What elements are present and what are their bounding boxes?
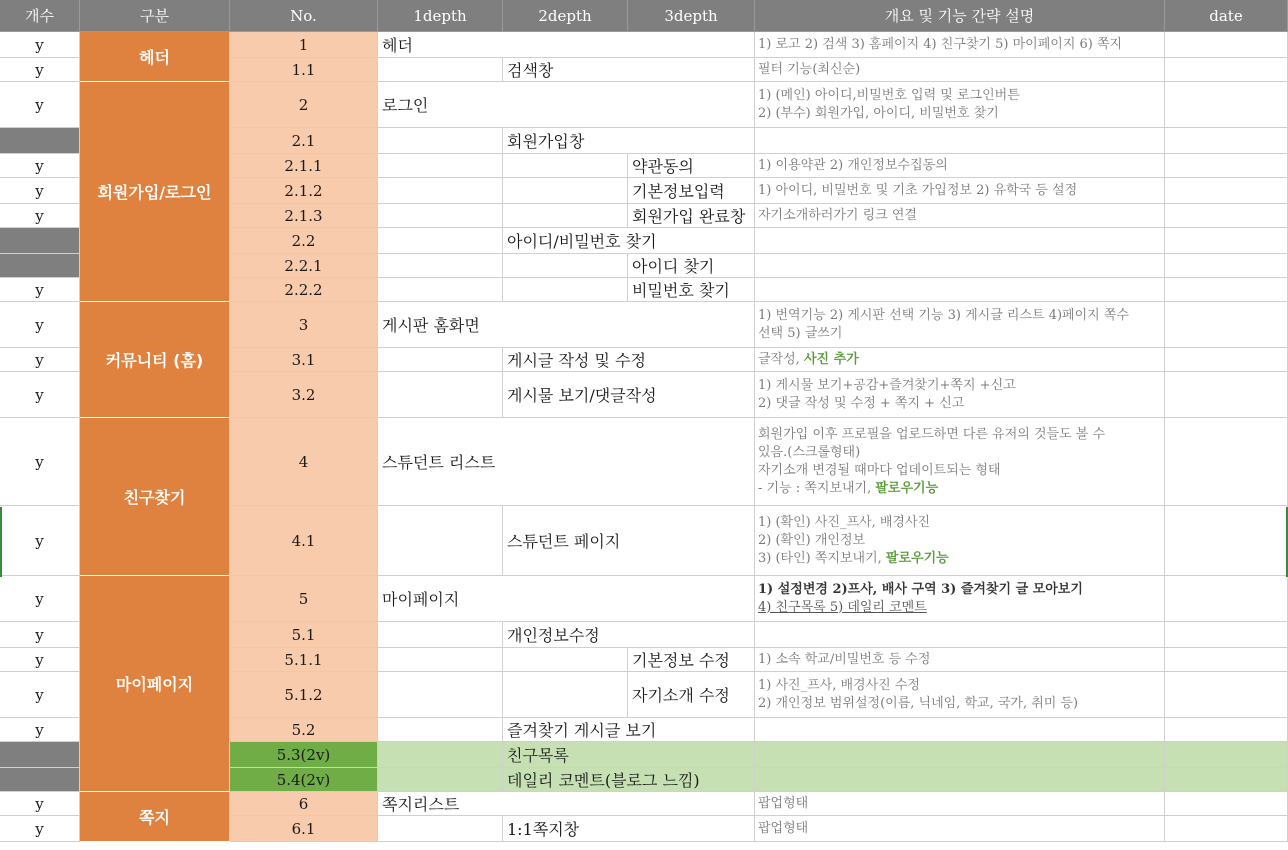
number-cell[interactable]: 2.2 [230, 228, 378, 254]
description-cell[interactable] [755, 648, 1165, 672]
date-cell[interactable] [1165, 82, 1288, 128]
description-cell[interactable] [755, 506, 1165, 576]
depth1-cell[interactable] [378, 278, 503, 302]
count-cell[interactable] [0, 742, 80, 768]
item-name: 비밀번호 찾기 [632, 281, 730, 300]
number-cell[interactable]: 3 [230, 302, 378, 348]
description-cell[interactable] [755, 672, 1165, 718]
date-cell[interactable] [1165, 506, 1288, 576]
depth3-cell[interactable] [628, 154, 755, 178]
description-text [758, 426, 1105, 498]
count-cell[interactable]: y [0, 32, 80, 58]
count-cell[interactable]: y [0, 154, 80, 178]
item-name: 개인정보수정 [507, 626, 600, 645]
category-cell[interactable]: 커뮤니티 (홈) [80, 302, 230, 418]
date-cell[interactable] [1165, 32, 1288, 58]
number-cell[interactable]: 5.3(2v) [230, 742, 378, 768]
depth1-cell[interactable] [378, 418, 755, 506]
description-text [758, 182, 1077, 200]
depth2-cell[interactable] [503, 128, 755, 154]
depth3-cell[interactable] [628, 254, 755, 278]
column-header[interactable]: 구분 [80, 0, 230, 32]
item-name: 즐겨찾기 게시글 보기 [507, 721, 657, 740]
column-header[interactable]: date [1165, 0, 1288, 32]
depth2-cell[interactable] [503, 816, 755, 842]
description-text [758, 61, 860, 79]
item-name: 게시글 작성 및 수정 [507, 351, 646, 370]
count-cell[interactable]: y [0, 82, 80, 128]
description-cell[interactable] [755, 348, 1165, 372]
number-cell[interactable]: 3.1 [230, 348, 378, 372]
description-plain: 회원가입 이후 프로필을 업로드하면 다른 유저의 것들도 볼 수 있음.(스크롤형태) 자기소개 변경될 때마다 업데이트되는 형태 - 기능 : 쪽지보내기, [758, 426, 1106, 496]
description-highlight: 사진 추가 [803, 351, 859, 367]
depth3-cell[interactable] [628, 648, 755, 672]
date-cell[interactable] [1165, 648, 1288, 672]
depth1-cell[interactable] [378, 576, 755, 622]
column-header[interactable]: 개수 [0, 0, 80, 32]
depth1-cell[interactable] [378, 302, 755, 348]
description-text [758, 581, 1083, 617]
item-name: 아이디 찾기 [632, 257, 715, 276]
description-cell[interactable] [755, 204, 1165, 228]
number-cell[interactable]: 6.1 [230, 816, 378, 842]
number-cell[interactable]: 2.1.2 [230, 178, 378, 204]
count-cell[interactable] [0, 228, 80, 254]
date-cell[interactable] [1165, 128, 1288, 154]
number-cell[interactable]: 1 [230, 32, 378, 58]
depth1-cell[interactable] [378, 348, 503, 372]
item-name: 데일리 코멘트(블로그 느낌) [507, 771, 700, 790]
depth1-cell[interactable] [378, 816, 503, 842]
category-cell[interactable]: 헤더 [80, 32, 230, 82]
date-cell[interactable] [1165, 418, 1288, 506]
description-plain: 1) (확인) 사진_프사, 배경사진 2) (확인) 개인정보 3) (타인) 쪽지보내기, [758, 514, 931, 566]
depth2-cell[interactable] [503, 768, 755, 792]
item-name: 로그인 [382, 96, 429, 115]
depth2-cell[interactable] [503, 178, 628, 204]
item-name: 게시물 보기/댓글작성 [507, 386, 657, 405]
date-cell[interactable] [1165, 254, 1288, 278]
description-plain: 팝업형태 [758, 795, 809, 811]
item-name: 자기소개 수정 [632, 686, 730, 705]
description-text [758, 820, 808, 838]
description-highlight: 팔로우기능 [885, 550, 949, 566]
description-plain: 1) 이용약관 2) 개인정보수집동의 [758, 157, 948, 173]
depth2-cell[interactable] [503, 718, 755, 742]
category-cell[interactable]: 마이페이지 [80, 576, 230, 792]
depth1-cell[interactable] [378, 32, 755, 58]
count-cell[interactable]: y [0, 816, 80, 842]
depth3-cell[interactable] [628, 178, 755, 204]
number-cell[interactable]: 2.1 [230, 128, 378, 154]
description-plain: 필터 기능(최신순) [758, 61, 861, 77]
description-cell[interactable] [755, 228, 1165, 254]
item-name: 스튜던트 페이지 [507, 532, 621, 551]
number-cell[interactable]: 1.1 [230, 58, 378, 82]
depth2-cell[interactable] [503, 204, 628, 228]
count-cell[interactable]: y [0, 718, 80, 742]
item-name: 아이디/비밀번호 찾기 [507, 232, 657, 251]
number-cell[interactable]: 5.4(2v) [230, 768, 378, 792]
item-name: 스튜던트 리스트 [382, 453, 496, 472]
count-cell[interactable]: y [0, 348, 80, 372]
description-cell[interactable] [755, 718, 1165, 742]
count-cell[interactable]: y [0, 302, 80, 348]
description-cell[interactable] [755, 418, 1165, 506]
description-plain: 1) (메인) 아이디,비밀번호 입력 및 로그인버튼 2) (부수) 회원가입, 아이디, 비밀번호 찾기 [758, 87, 1020, 121]
number-cell[interactable]: 2 [230, 82, 378, 128]
depth2-cell[interactable] [503, 348, 755, 372]
description-cell[interactable] [755, 58, 1165, 82]
description-bold: 1) 설정변경 2)프사, 배사 구역 3) 즐겨찾기 글 모아보기 [758, 581, 1083, 597]
count-cell[interactable] [0, 768, 80, 792]
depth2-cell[interactable] [503, 154, 628, 178]
number-cell[interactable]: 2.2.1 [230, 254, 378, 278]
count-cell[interactable]: y [0, 672, 80, 718]
description-cell[interactable] [755, 154, 1165, 178]
description-cell[interactable] [755, 178, 1165, 204]
category-cell[interactable]: 친구찾기 [80, 418, 230, 576]
description-plain: 자기소개하러가기 링크 연결 [758, 207, 917, 223]
depth1-cell[interactable] [378, 718, 503, 742]
column-header[interactable]: 1depth [378, 0, 503, 32]
number-cell[interactable]: 5.1.2 [230, 672, 378, 718]
date-cell[interactable] [1165, 228, 1288, 254]
depth1-cell[interactable] [378, 506, 503, 576]
item-name: 헤더 [382, 36, 413, 55]
description-cell[interactable] [755, 32, 1165, 58]
item-name: 1:1쪽지창 [507, 820, 580, 839]
depth1-cell[interactable] [378, 204, 503, 228]
column-header[interactable]: 3depth [628, 0, 755, 32]
column-header[interactable]: 개요 및 기능 간략 설명 [755, 0, 1165, 32]
number-cell[interactable]: 5.1 [230, 622, 378, 648]
item-name: 기본정보 수정 [632, 651, 730, 670]
description-highlight: 팔로우기능 [875, 480, 939, 496]
count-cell[interactable]: y [0, 204, 80, 228]
depth2-cell[interactable] [503, 254, 628, 278]
depth2-cell[interactable] [503, 742, 755, 768]
count-cell[interactable] [0, 254, 80, 278]
date-cell[interactable] [1165, 372, 1288, 418]
description-plain: 1) 번역기능 2) 게시판 선택 기능 3) 게시글 리스트 4)페이지 쪽수 선택 5) 글쓰기 [758, 307, 1129, 341]
description-cell[interactable] [755, 82, 1165, 128]
description-cell[interactable] [755, 792, 1165, 816]
description-cell[interactable] [755, 816, 1165, 842]
column-header[interactable]: 2depth [503, 0, 628, 32]
depth2-cell[interactable] [503, 672, 628, 718]
description-cell[interactable] [755, 254, 1165, 278]
category-cell[interactable]: 회원가입/로그인 [80, 82, 230, 302]
number-cell[interactable]: 4.1 [230, 506, 378, 576]
depth1-cell[interactable] [378, 648, 503, 672]
number-cell[interactable]: 2.2.2 [230, 278, 378, 302]
description-text [758, 677, 1078, 713]
description-text [758, 514, 949, 568]
date-cell[interactable] [1165, 576, 1288, 622]
item-name: 회원가입창 [507, 132, 585, 151]
item-name: 친구목록 [507, 746, 569, 765]
category-cell[interactable]: 쪽지 [80, 792, 230, 842]
number-cell[interactable]: 5.1.1 [230, 648, 378, 672]
depth1-cell[interactable] [378, 672, 503, 718]
depth1-cell[interactable] [378, 154, 503, 178]
count-cell[interactable]: y [0, 58, 80, 82]
item-name: 마이페이지 [382, 590, 460, 609]
description-cell[interactable] [755, 302, 1165, 348]
depth1-cell[interactable] [378, 768, 503, 792]
description-text [758, 795, 808, 813]
count-cell[interactable] [0, 128, 80, 154]
count-cell[interactable]: y [0, 648, 80, 672]
count-cell[interactable]: y [0, 418, 80, 506]
date-cell[interactable] [1165, 792, 1288, 816]
count-cell[interactable]: y [0, 178, 80, 204]
depth1-cell[interactable] [378, 58, 503, 82]
depth1-cell[interactable] [378, 622, 503, 648]
count-cell[interactable]: y [0, 622, 80, 648]
column-header[interactable]: No. [230, 0, 378, 32]
depth3-cell[interactable] [628, 672, 755, 718]
description-text [758, 207, 917, 225]
depth1-cell[interactable] [378, 742, 503, 768]
description-text [758, 157, 948, 175]
date-cell[interactable] [1165, 302, 1288, 348]
depth2-cell[interactable] [503, 58, 755, 82]
item-name: 약관동의 [632, 157, 694, 176]
description-plain: 1) 게시물 보기+공감+즐겨찾기+쪽지 +신고 2) 댓글 작성 및 수정 + 쪽지 + 신고 [758, 377, 1016, 411]
depth2-cell[interactable] [503, 278, 628, 302]
count-cell[interactable]: y [0, 576, 80, 622]
depth1-cell[interactable] [378, 128, 503, 154]
description-text [758, 307, 1129, 343]
date-cell[interactable] [1165, 348, 1288, 372]
item-name: 회원가입 완료창 [632, 207, 746, 226]
date-cell[interactable] [1165, 622, 1288, 648]
number-cell[interactable]: 6 [230, 792, 378, 816]
date-cell[interactable] [1165, 178, 1288, 204]
count-cell[interactable]: y [0, 792, 80, 816]
depth1-cell[interactable] [378, 372, 503, 418]
date-cell[interactable] [1165, 742, 1288, 768]
description-underlined: 4) 친구목록 5) 데일리 코멘트 [758, 599, 927, 615]
number-cell[interactable]: 3.2 [230, 372, 378, 418]
description-plain: 1) 아이디, 비밀번호 및 기초 가입정보 2) 유학국 등 설정 [758, 182, 1078, 198]
description-plain: 1) 로고 2) 검색 3) 홈페이지 4) 친구찾기 5) 마이페이지 6) 쪽지 [758, 36, 1123, 52]
date-cell[interactable] [1165, 816, 1288, 842]
depth1-cell[interactable] [378, 254, 503, 278]
description-cell[interactable] [755, 742, 1165, 768]
count-cell[interactable]: y [0, 278, 80, 302]
number-cell[interactable]: 5 [230, 576, 378, 622]
description-cell[interactable] [755, 278, 1165, 302]
item-name: 게시판 홈화면 [382, 316, 480, 335]
date-cell[interactable] [1165, 718, 1288, 742]
depth1-cell[interactable] [378, 82, 755, 128]
depth3-cell[interactable] [628, 278, 755, 302]
depth2-cell[interactable] [503, 648, 628, 672]
item-name: 검색창 [507, 61, 554, 80]
depth3-cell[interactable] [628, 204, 755, 228]
description-plain: 글작성, [758, 351, 804, 367]
date-cell[interactable] [1165, 768, 1288, 792]
depth1-cell[interactable] [378, 228, 503, 254]
description-cell[interactable] [755, 576, 1165, 622]
date-cell[interactable] [1165, 154, 1288, 178]
date-cell[interactable] [1165, 278, 1288, 302]
date-cell[interactable] [1165, 204, 1288, 228]
item-name: 기본정보입력 [632, 182, 725, 201]
depth1-cell[interactable] [378, 178, 503, 204]
description-text [758, 87, 1020, 123]
number-cell[interactable]: 2.1.1 [230, 154, 378, 178]
depth2-cell[interactable] [503, 228, 755, 254]
date-cell[interactable] [1165, 58, 1288, 82]
description-text [758, 651, 930, 669]
description-plain: 1) 사진_프사, 배경사진 수정 2) 개인정보 범위설정(이름, 닉네임, 학교, 국가, 취미 등) [758, 677, 1079, 711]
description-cell[interactable] [755, 768, 1165, 792]
number-cell[interactable]: 5.2 [230, 718, 378, 742]
description-cell[interactable] [755, 372, 1165, 418]
item-name: 쪽지리스트 [382, 795, 460, 814]
description-plain: 1) 소속 학교/비밀번호 등 수정 [758, 651, 931, 667]
depth1-cell[interactable] [378, 792, 755, 816]
description-cell[interactable] [755, 128, 1165, 154]
description-text [758, 377, 1016, 413]
description-text [758, 351, 859, 369]
number-cell[interactable]: 4 [230, 418, 378, 506]
date-cell[interactable] [1165, 672, 1288, 718]
description-plain: 팝업형태 [758, 820, 809, 836]
description-cell[interactable] [755, 622, 1165, 648]
count-cell[interactable]: y [0, 372, 80, 418]
depth2-cell[interactable] [503, 622, 755, 648]
depth2-cell[interactable] [503, 372, 755, 418]
description-text [758, 36, 1122, 54]
count-cell[interactable]: y [0, 506, 80, 576]
number-cell[interactable]: 2.1.3 [230, 204, 378, 228]
depth2-cell[interactable] [503, 506, 755, 576]
